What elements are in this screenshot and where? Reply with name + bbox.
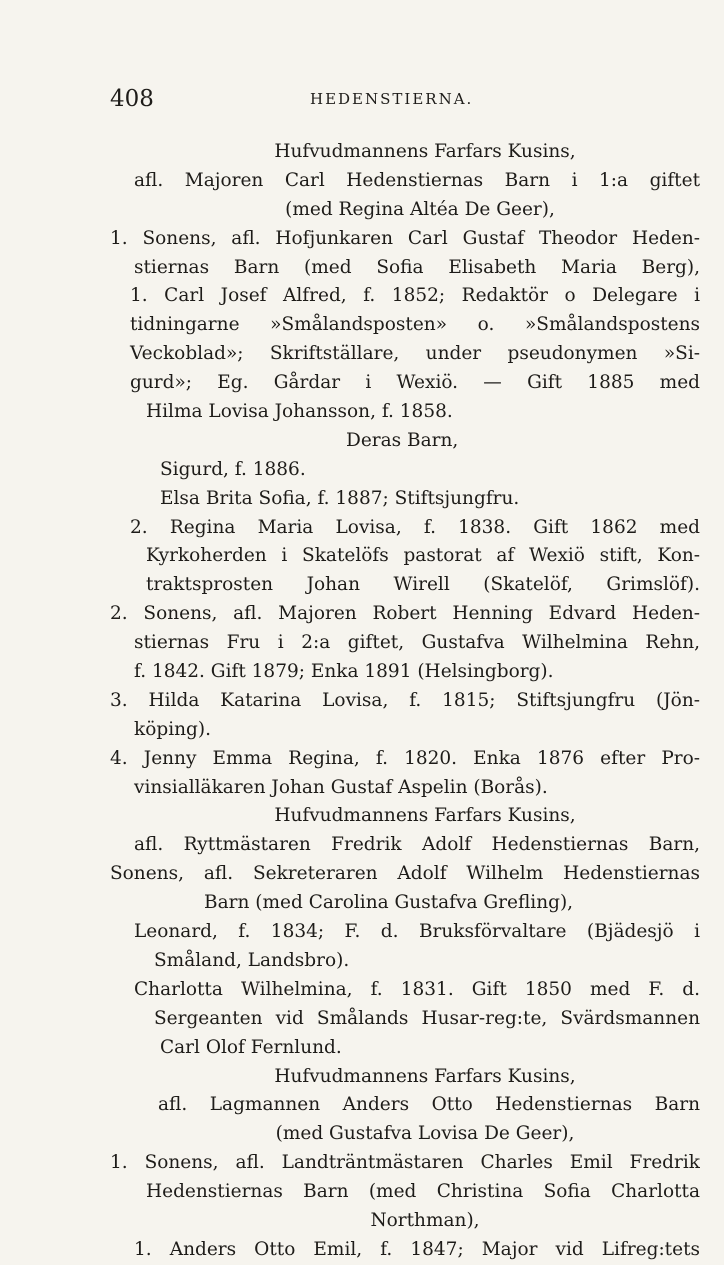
text-line: Hufvudmannens Farfars Kusins,	[274, 805, 576, 827]
text-line: Hufvudmannens Farfars Kusins,	[274, 141, 576, 162]
text-line: (med Regina Altéa De Geer),	[285, 198, 555, 220]
text-line: Charlotta Wilhelmina, f. 1831. Gift 1850 med F. d.	[134, 978, 700, 1000]
text-line: Deras Barn,	[346, 429, 459, 451]
text-line: stiernas Fru i 2:a giftet, Gustafva Wilhelmina Rehn,	[134, 632, 700, 654]
text-line: Sergeanten vid Smålands Husar-reg:te, Svärdsmannen	[154, 1007, 700, 1029]
text-line: 3. Hilda Katarina Lovisa, f. 1815; Stiftsjungfru (Jön-	[110, 689, 700, 711]
text-line: 1. Carl Josef Alfred, f. 1852; Redaktör o Delegare i	[130, 285, 700, 307]
text-line: 2. Sonens, afl. Majoren Robert Henning Edvard Heden-	[110, 603, 700, 625]
text-line: traktsprosten Johan Wirell (Skatelöf, Grimslöf).	[146, 574, 700, 596]
text-line: Northman),	[370, 1209, 480, 1231]
text-line: 1. Anders Otto Emil, f. 1847; Major vid Lifreg:tets	[134, 1238, 700, 1260]
running-title: HEDENSTIERNA.	[310, 90, 474, 108]
text-line: (med Gustafva Lovisa De Geer),	[275, 1123, 575, 1145]
text-line: afl. Majoren Carl Hedenstiernas Barn i 1:a giftet	[134, 169, 700, 191]
text-line: Kyrkoherden i Skatelöfs pastorat af Wexiö stift, Kon-	[146, 545, 700, 567]
text-line: Hilma Lovisa Johansson, f. 1858.	[146, 401, 453, 423]
page-header	[110, 86, 690, 116]
text-line: 2. Regina Maria Lovisa, f. 1838. Gift 1862 med	[130, 516, 700, 538]
text-line: afl. Ryttmästaren Fredrik Adolf Hedenstiernas Barn,	[134, 834, 700, 856]
text-line: 1. Sonens, afl. Hofjunkaren Carl Gustaf Theodor Heden-	[110, 227, 700, 249]
text-line: köping).	[134, 718, 211, 740]
text-line: 1. Sonens, afl. Landträntmästaren Charles Emil Fredrik	[110, 1152, 700, 1174]
text-line: Leonard, f. 1834; F. d. Bruksförvaltare (Bjädesjö i	[134, 921, 700, 943]
text-line: Barn (med Carolina Gustafva Grefling),	[204, 892, 574, 914]
text-line: vinsialläkaren Johan Gustaf Aspelin (Borås).	[134, 776, 548, 798]
text-line: Elsa Brita Sofia, f. 1887; Stiftsjungfru.	[160, 487, 520, 509]
text-line: tidningarne »Smålandsposten» o. »Smålandspostens	[130, 314, 700, 336]
text-line: Sonens, afl. Sekreteraren Adolf Wilhelm Hedenstiernas	[110, 863, 700, 885]
text-line: afl. Lagmannen Anders Otto Hedenstiernas Barn	[158, 1094, 700, 1116]
text-line: gurd»; Eg. Gårdar i Wexiö. — Gift 1885 med	[130, 372, 700, 394]
text-line: Sigurd, f. 1886.	[160, 458, 306, 480]
text-line: Carl Olof Fernlund.	[160, 1036, 342, 1058]
page-number: 408	[110, 86, 154, 112]
genealogy-text	[110, 138, 700, 1265]
text-line: Småland, Landsbro).	[154, 949, 350, 971]
text-line: f. 1842. Gift 1879; Enka 1891 (Helsingborg).	[134, 661, 554, 683]
text-line: Hedenstiernas Barn (med Christina Sofia Charlotta	[146, 1181, 700, 1203]
text-line: stiernas Barn (med Sofia Elisabeth Maria Berg),	[134, 256, 700, 278]
text-line: 4. Jenny Emma Regina, f. 1820. Enka 1876 efter Pro-	[110, 747, 700, 769]
text-line: Hufvudmannens Farfars Kusins,	[274, 1065, 576, 1087]
text-line: Veckoblad»; Skriftställare, under pseudonymen »Si-	[130, 343, 700, 365]
